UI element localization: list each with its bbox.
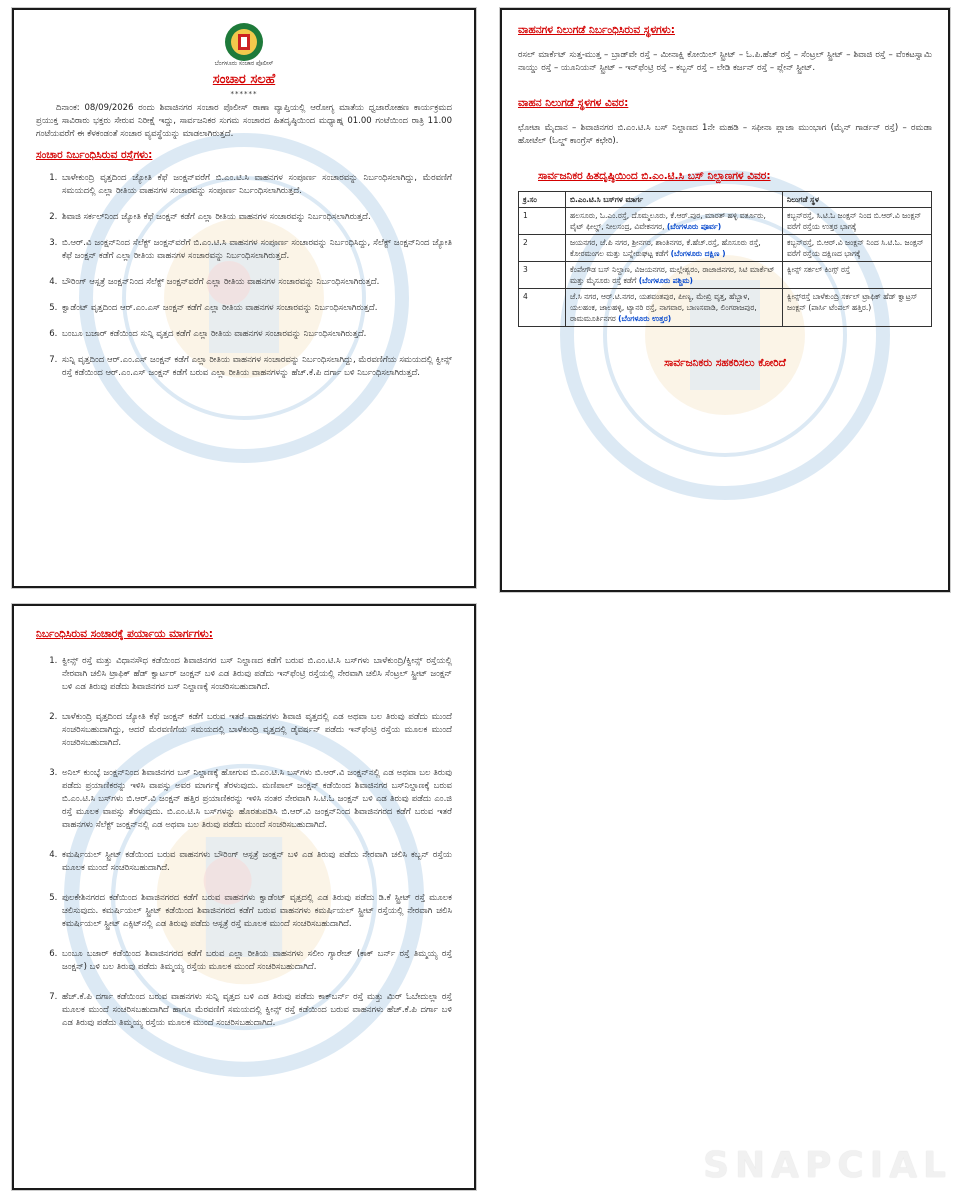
cell-serial: 1	[519, 208, 566, 235]
title-separator: ******	[230, 90, 258, 98]
bus-stops-heading: ಸಾರ್ವಜನಿಕರ ಹಿತದೃಷ್ಠಿಯಿಂದ ಬಿ.ಎಂ.ಟಿ.ಸಿ ಬಸ್ ನಿಲ್ದಾಣಗಳ ವಿವರ:	[538, 170, 771, 182]
cell-serial: 4	[519, 289, 566, 327]
list-item: 3. ಬಿ.ಆರ್.ವಿ ಜಂಕ್ಷನ್‌ನಿಂದ ಸೆಲೆಕ್ಟ್ ಜಂಕ್ಷನ್‌ವರೆಗೆ ಬಿ.ಎಂ.ಟಿ.ಸಿ ವಾಹನಗಳ ಸಂಪೂರ್ಣ ಸಂಚಾರವನ್ನು ನಿರ್ಬಂಧಿಸಿದ್ದು, ಸೆಲೆಕ್ಟ್ ಜಂಕ್ಷನ್‌ನಿಂದ ಜ್ಯೋತಿ ಕೆಫೆ ಜಂಕ್ಷನ್ ಕಡೆಗೆ ಎಲ್ಲಾ ರೀತಿಯ ವಾಹನಗಳ ಸಂಚಾರವನ್ನು ನಿರ್ಬಂಧಿಸಲಾಗಿರುತ್ತದೆ.	[60, 237, 452, 263]
route-region: (ಬೆಂಗಳೂರು ಪಶ್ಚಿಮ)	[638, 276, 693, 285]
cell-route	[566, 262, 783, 289]
restricted-roads-list	[36, 172, 452, 380]
col-header-serial: ಕ್ರ.ಸಂ	[519, 192, 566, 208]
cell-route	[566, 235, 783, 262]
no-parking-paragraph: ರಸಲ್ ಮಾರ್ಕೆಟ್ ಸುತ್ತ-ಮುತ್ತ – ಬ್ರಾಡ್‌ವೇ ರಸ್ತೆ – ಮೀನಾಕ್ಷಿ ಕೋಯಿಲ್ ಸ್ಟ್ರೀಟ್ – ಓ.ಪಿ.ಹೆಚ್ ರಸ್ತೆ – ಸೆಂಟ್ರಲ್ ಸ್ಟ್ರೀಟ್ – ಶಿವಾಜಿ ರಸ್ತೆ – ವೆಂಕಟಸ್ವಾಮಿ ನಾಯ್ಡು ರಸ್ತೆ – ಯೂನಿಯನ್ ಸ್ಟ್ರೀಟ್ – ಇನ್‌ಫೆಂಟ್ರಿ ರಸ್ತೆ – ಕಬ್ಬನ್ ರಸ್ತೆ – ಲೇಡಿ ಕರ್ಜನ್ ರಸ್ತೆ – ಪ್ಲೇನ್ ಸ್ಟ್ರೀಟ್.	[518, 50, 932, 73]
list-item: 3. ಅನಿಲ್ ಕುಂಬ್ಳೆ ಜಂಕ್ಷನ್‌ನಿಂದ ಶಿವಾಜಿನಗರ ಬಸ್ ನಿಲ್ದಾಣಕ್ಕೆ ಹೋಗುವ ಬಿ.ಎಂ.ಟಿ.ಸಿ ಬಸ್‌ಗಳು ಬಿ.ಆರ್.ವಿ ಜಂಕ್ಷನ್‌ನಲ್ಲಿ ಎಡ ಅಥವಾ ಬಲ ತಿರುವು ಪಡೆದು ಪ್ರಯಾಣಿಕರನ್ನು ಇಳಿಸಿ ವಾಪಸ್ಸು ಅವರ ಮಾರ್ಗಕ್ಕೆ ತೆರಳುವುದು. ಮಣಿಪಾಲ್ ಜಂಕ್ಷನ್ ಕಡೆಯಿಂದ ಶಿವಾಜಿನಗರ ಬಸ್‌ನಿಲ್ದಾಣಕ್ಕೆ ಬರುವ ಬಿ.ಎಂ.ಟಿ.ಸಿ ಬಸ್‌ಗಳು ಬಿ.ಆರ್.ವಿ ಜಂಕ್ಷನ್ ಹತ್ತಿರ ಪ್ರಯಾಣಿಕರನ್ನು ಇಳಿಸಿ ನಂತರ ನೇರವಾಗಿ ಸಿ.ಟಿ.ಓ ಜಂಕ್ಷನ್ ಬಳಿ ಎಡ ತಿರುವು ಪಡೆದು ಎಂ.ಜಿ ರಸ್ತೆ ಮೂಲಕ ವಾಪಸ್ಸು ತೆರಳುವುದು. ಬಿ.ಎಂ.ಟಿ.ಸಿ ಬಸ್‌ಗಳನ್ನು ಹೊರತುಪಡಿಸಿ ಬಿ.ಆರ್.ವಿ ಜಂಕ್ಷನ್‌ನಿಂದ ಶಿವಾಜಿನಗರದ ಕಡೆಗೆ ಬರುವ ಇತರೆ ವಾಹನಗಳು ಸೆಲೆಕ್ಟ್ ಜಂಕ್ಷನ್‌ನಲ್ಲಿ ಎಡ ಅಥವಾ ಬಲ ತಿರುವು ಪಡೆದು ಮುಂದೆ ಸಂಚರಿಸಬಹುದಾಗಿದೆ.	[60, 767, 452, 832]
traffic-police-logo	[224, 22, 264, 62]
cell-serial: 2	[519, 235, 566, 262]
table-row	[519, 289, 932, 327]
list-item: 7. ಹೆಚ್.ಕೆ.ಪಿ ದರ್ಗಾ ಕಡೆಯಿಂದ ಬರುವ ವಾಹನಗಳು ಸುನ್ನಿ ವೃತ್ತದ ಬಳಿ ಎಡ ತಿರುವು ಪಡೆದು ಕಾಕ್‌ಬರ್ನ್ ರಸ್ತೆ ಮತ್ತು ಮಿರ್ ಓಬೇದುಲ್ಲಾ ರಸ್ತೆ ಮೂಲಕ ಮುಂದೆ ಸಂಚರಿಸಬಹುದಾಗಿದೆ ಹಾಗೂ ಮೆರವಣಿಗೆ ಸಮಯದಲ್ಲಿ ಕ್ವೀನ್ಸ್ ರಸ್ತೆ ಕಡೆಯಿಂದ ಬರುವ ವಾಹನಗಳು ಹೆಚ್.ಕೆ.ಪಿ ದರ್ಗಾ ಬಳಿ ಎಡ ತಿರುವು ಪಡೆದು ತಿಮ್ಮಯ್ಯ ರಸ್ತೆಯ ಮೂಲಕ ಮುಂದೆ ಸಂಚರಿಸಬಹುದಾಗಿದೆ.	[60, 991, 452, 1030]
public-cooperation-note: ಸಾರ್ವಜನಿಕರು ಸಹಕರಿಸಲು ಕೋರಿದೆ	[664, 357, 786, 369]
cell-route	[566, 208, 783, 235]
route-region: (ಬೆಂಗಳೂರು ಉತ್ತರ)	[618, 314, 672, 323]
intro-paragraph: ದಿನಾಂಕ: 08/09/2026 ರಂದು ಶಿವಾಜಿನಗರ ಸಂಚಾರ ಪೊಲೀಸ್ ಠಾಣಾ ವ್ಯಾಪ್ತಿಯಲ್ಲಿ ಆರೋಗ್ಯ ಮಾತೆಯ ಧ್ವಜಾರೋಹಣ ಕಾರ್ಯಕ್ರಮದ ಪ್ರಯುಕ್ತ ಸಾವಿರಾರು ಭಕ್ತರು ಸೇರುವ ನಿರೀಕ್ಷೆ ಇದ್ದು, ಸಾರ್ವಜನಿಕರ ಸುಗಮ ಸಂಚಾರದ ಹಿತದೃಷ್ಠಿಯಿಂದ ಮಧ್ಯಾಹ್ನ 01.00 ಗಂಟೆಯಿಂದ ರಾತ್ರಿ 11.00 ಗಂಟೆಯವರೆಗೆ ಈ ಕೆಳಕಂಡಂತೆ ಸಂಚಾರ ವ್ಯವಸ್ಥೆಯನ್ನು ಮಾಡಲಾಗಿರುತ್ತದೆ.	[36, 103, 452, 139]
col-header-route: ಬಿ.ಎಂ.ಟಿ.ಸಿ ಬಸ್‌ಗಳ ಮಾರ್ಗ	[566, 192, 783, 208]
table-row	[519, 235, 932, 262]
list-item: 4. ಬೌರಿಂಗ್ ಆಸ್ಪತ್ರೆ ಜಂಕ್ಷನ್‌ನಿಂದ ಸೆಲೆಕ್ಟ್ ಜಂಕ್ಷನ್‌ವರೆಗೆ ಎಲ್ಲಾ ರೀತಿಯ ವಾಹನಗಳ ಸಂಚಾರವನ್ನು ನಿರ್ಬಂಧಿಸಲಾಗಿರುತ್ತದೆ.	[60, 276, 452, 289]
cell-serial: 3	[519, 262, 566, 289]
list-item: 1. ಬಾಳೇಕುಂದ್ರಿ ವೃತ್ತದಿಂದ ಜ್ಯೋತಿ ಕೆಫೆ ಜಂಕ್ಷನ್‌ವರೆಗೆ ಬಿ.ಎಂ.ಟಿ.ಸಿ ವಾಹನಗಳ ಸಂಪೂರ್ಣ ಸಂಚಾರವನ್ನು ನಿರ್ಬಂಧಿಸಲಾಗಿದ್ದು, ಮೆರವಣಿಗೆ ಸಮಯದಲ್ಲಿ ಎಲ್ಲಾ ರೀತಿಯ ವಾಹನಗಳ ಸಂಚಾರವನ್ನು ಸಂಪೂರ್ಣ ನಿರ್ಬಂಧಿಸಲಾಗಿರುತ್ತದೆ.	[60, 172, 452, 198]
list-item: 5. ಕ್ವಾಡೆಂಟ್ ವೃತ್ತದಿಂದ ಆರ್.ಎಂ.ಎಸ್ ಜಂಕ್ಷನ್ ಕಡೆಗೆ ಎಲ್ಲಾ ರೀತಿಯ ವಾಹನಗಳ ಸಂಚಾರವನ್ನು ನಿರ್ಬಂಧಿಸಲಾಗಿರುತ್ತದೆ.	[60, 302, 452, 315]
list-item: 7. ಸುನ್ನಿ ವೃತ್ತದಿಂದ ಆರ್.ಎಂ.ಎಸ್ ಜಂಕ್ಷನ್ ಕಡೆಗೆ ಎಲ್ಲಾ ರೀತಿಯ ವಾಹನಗಳ ಸಂಚಾರವನ್ನು ನಿರ್ಬಂಧಿಸಲಾಗಿದ್ದು, ಮೆರವಣಿಗೆಯ ಸಮಯದಲ್ಲಿ ಕ್ವೀನ್ಸ್ ರಸ್ತೆ ಕಡೆಯಿಂದ ಆರ್.ಎಂ.ಎಸ್ ಜಂಕ್ಷನ್ ಕಡೆಗೆ ಬರುವ ಎಲ್ಲಾ ರೀತಿಯ ವಾಹನಗಳನ್ನು ಹೆಚ್.ಕೆ.ಪಿ ದರ್ಗಾ ಬಳಿ ನಿರ್ಬಂಧಿಸಲಾಗಿರುತ್ತದೆ.	[60, 354, 452, 380]
restricted-roads-heading: ಸಂಚಾರ ನಿರ್ಬಂಧಿಸಿರುವ ರಸ್ತೆಗಳು:	[36, 149, 153, 161]
route-text: ಜಯನಗರ, ಜೆ.ಪಿ ನಗರ, ಶ್ರೀನಗರ, ಶಾಂತಿನಗರ, ಕೆ.ಹೆಚ್.ರಸ್ತೆ, ಹೊಸೂರು ರಸ್ತೆ, ಕೋರಮಂಗಲ ಮತ್ತು ಬನ್ನೇರುಘಟ್ಟ ಕಡೆಗೆ	[570, 238, 761, 258]
no-parking-heading: ವಾಹನಗಳ ನಿಲುಗಡೆ ನಿರ್ಬಂಧಿಸಿರುವ ಸ್ಥಳಗಳು:	[518, 24, 675, 36]
col-header-stop: ನಿಲುಗಡೆ ಸ್ಥಳ	[783, 192, 932, 208]
route-text: ಕೆಂಪೇಗೌಡ ಬಸ್ ನಿಲ್ದಾಣ, ವಿಜಯನಗರ, ಮಲ್ಲೇಶ್ವರಂ, ರಾಜಾಜಿನಗರ, ಸಿಟಿ ಮಾರ್ಕೆಟ್ ಮತ್ತು ಮೈಸೂರು ರಸ್ತೆ ಕಡೆಗೆ	[570, 265, 775, 285]
alternate-routes-list	[36, 655, 452, 1030]
route-region: (ಬೆಂಗಳೂರು ಪೂರ್ವ)	[666, 222, 722, 231]
table-row	[519, 208, 932, 235]
alternate-routes-heading: ನಿರ್ಬಂಧಿಸಿರುವ ಸಂಚಾರಕ್ಕೆ ಪರ್ಯಾಯ ಮಾರ್ಗಗಳು:	[36, 628, 213, 640]
list-item: 2. ಬಾಳೆಕುಂದ್ರಿ ವೃತ್ತದಿಂದ ಜ್ಯೋತಿ ಕೆಫೆ ಜಂಕ್ಷನ್ ಕಡೆಗೆ ಬರುವ ಇತರೆ ವಾಹನಗಳು ಶಿವಾಜಿ ವೃತ್ತದಲ್ಲಿ ಎಡ ಅಥವಾ ಬಲ ತಿರುವು ಪಡೆದು ಮುಂದೆ ಸಂಚರಿಸಬಹುದಾಗಿದ್ದು, ಆದರೆ ಮೆರವಣಿಗೆಯ ಸಮಯದಲ್ಲಿ ಬಾಳೆಕುಂದ್ರಿ ವೃತ್ತದಲ್ಲಿ ಡೈವರ್ಷನ್ ಪಡೆದು ಇನ್‌ಫೆಂಟ್ರಿ ರಸ್ತೆಯ ಮೂಲಕ ಮುಂದೆ ಸಂಚರಿಸಬಹುದಾಗಿದೆ.	[60, 711, 452, 750]
list-item: 5. ಪುಲಕೇಶಿನಗರದ ಕಡೆಯಿಂದ ಶಿವಾಜಿನಗರದ ಕಡೆಗೆ ಬರುವ ವಾಹನಗಳು ಕ್ವಾಡೆಂಟ್ ವೃತ್ತದಲ್ಲಿ ಎಡ ತಿರುವು ಪಡೆದು ಡಿ.ಕೆ ಸ್ಟ್ರೀಟ್ ರಸ್ತೆ ಮೂಲಕ ಚಲಿಸುವುದು. ಕಮರ್ಷಿಯಲ್ ಸ್ಟ್ರೀಟ್ ಕಡೆಯಿಂದ ಶಿವಾಜಿನಗರದ ಕಡೆಗೆ ಬರುವ ವಾಹನಗಳು ಕಮರ್ಷಿಯಲ್ ಸ್ಟ್ರೀಟ್ ರಸ್ತೆಯಲ್ಲಿ ನೇರವಾಗಿ ಚಲಿಸಿ ಕಮರ್ಷಿಯಲ್ ಸ್ಟ್ರೀಟ್ ಎಕ್ಸಿಟ್‌ನಲ್ಲಿ ಎಡ ತಿರುವು ಪಡೆದು ಆಸ್ಪತ್ರೆ ರಸ್ತೆ ಮೂಲಕ ಮುಂದೆ ಸಂಚರಿಸಬಹುದಾಗಿದೆ.	[60, 892, 452, 931]
advisory-page-3	[12, 604, 476, 1190]
cell-stop: ಕ್ವೀನ್ಸ್ ಸರ್ಕಲ್ ಕಿಂಗ್ಸ್ ರಸ್ತೆ	[783, 262, 932, 289]
cell-stop: ಕಬ್ಬನ್‌ರಸ್ತೆ, ಬಿ.ಆರ್.ವಿ ಜಂಕ್ಷನ್ ನಿಂದ ಸಿ.ಟಿ.ಓ. ಜಂಕ್ಷನ್ ವರೆಗೆ ರಸ್ತೆಯ ದಕ್ಷಿಣದ ಭಾಗಕ್ಕೆ	[783, 235, 932, 262]
list-item: 6. ಬಂಬೂ ಬಜಾರ್ ಕಡೆಯಿಂದ ಶಿವಾಜಿನಗರದ ಕಡೆಗೆ ಬರುವ ಎಲ್ಲಾ ರೀತಿಯ ವಾಹನಗಳು ಸಲೀಂ ಗ್ಯಾರೇಜ್ (ಕಾಕ್ ಬರ್ನ್ ರಸ್ತೆ ತಿಮ್ಮಯ್ಯ ರಸ್ತೆ ಜಂಕ್ಷನ್) ಬಳಿ ಬಲ ತಿರುವು ಪಡೆದು ತಿಮ್ಮಯ್ಯ ರಸ್ತೆಯ ಮೂಲಕ ಮುಂದೆ ಸಂಚರಿಸಬಹುದಾಗಿದೆ.	[60, 948, 452, 974]
route-region: (ಬೆಂಗಳೂರು ದಕ್ಷಿಣ )	[670, 249, 726, 258]
snapcial-watermark: SNAPCIAL	[703, 1145, 952, 1186]
org-name: ಬೆಂಗಳೂರು ಸಂಚಾರ ಪೊಲೀಸ್	[214, 60, 274, 67]
cell-stop: ಕ್ವೀನ್ಸ್‌ರಸ್ತೆ ಬಾಳೆಕುಂದ್ರಿ ಸರ್ಕಲ್ ಟ್ರಾಫಿಕ್ ಹೆಡ್ ಕ್ವಾಟ್ರಸ್ ಜಂಕ್ಷನ್ (ಪಾರ್ಸಿ ಟೆಂಪಲ್ ಹತ್ತಿರ.)	[783, 289, 932, 327]
advisory-page-2	[500, 8, 950, 592]
table-header-row	[519, 192, 932, 208]
cell-route	[566, 289, 783, 327]
route-text: ಹಲಸೂರು, ಓ.ಎಂ.ರಸ್ತೆ, ದೊಮ್ಮಲೂರು, ಕೆ.ಆರ್.ಪುರ, ಮಾರತ್ ಹಳ್ಳಿ ವರ್ತೂರು, ವೈಟ್ ಫೀಲ್ಡ್, ನೀಲಸಂದ್ರ, ವಿವೇಕನಗರ,	[570, 211, 766, 231]
table-row	[519, 262, 932, 289]
page-title: ಸಂಚಾರ ಸಲಹೆ	[212, 72, 276, 87]
bus-stops-table	[518, 191, 932, 327]
parking-places-paragraph: ಛೋಟಾ ಮೈದಾನ – ಶಿವಾಜಿನಗರ ಬಿ.ಎಂ.ಟಿ.ಸಿ ಬಸ್ ನಿಲ್ದಾಣದ 1ನೇ ಮಹಡಿ – ಸಫೀನಾ ಪ್ಲಾಜಾ ಮುಂಭಾಗ (ಮೈನ್ ಗಾರ್ಡನ್ ರಸ್ತೆ) – ರಮಡಾ ಹೋಟೆಲ್ (ಓಲ್ಡ್ ಕಾಂಗ್ರೆಸ್ ಕಛೇರಿ).	[518, 123, 932, 146]
parking-places-heading: ವಾಹನ ನಿಲುಗಡೆ ಸ್ಥಳಗಳ ವಿವರ:	[518, 97, 629, 109]
list-item: 1. ಕ್ವೀನ್ಸ್ ರಸ್ತೆ ಮತ್ತು ವಿಧಾನಸೌಧ ಕಡೆಯಿಂದ ಶಿವಾಜಿನಗರ ಬಸ್ ನಿಲ್ದಾಣದ ಕಡೆಗೆ ಬರುವ ಬಿ.ಎಂ.ಟಿ.ಸಿ ಬಸ್‌ಗಳು ಬಾಳೆಕುಂದ್ರಿ/ಕ್ವೀನ್ಸ್ ರಸ್ತೆಯಲ್ಲಿ ನೇರವಾಗಿ ಚಲಿಸಿ ಟ್ರಾಫಿಕ್ ಹೆಡ್ ಕ್ವಾರ್ಟರ್ ಜಂಕ್ಷನ್ ಬಳಿ ಎಡ ತಿರುವು ಪಡೆದು ಇನ್‌ಫೆಂಟ್ರಿ ರಸ್ತೆಯಲ್ಲಿ ನೇರವಾಗಿ ಚಲಿಸಿ ಸೆಂಟ್ರಲ್ ಸ್ಟ್ರೀಟ್ ಜಂಕ್ಷನ್ ಬಳಿ ಎಡ ತಿರುವು ಪಡೆದು ಶಿವಾಜಿನಗರ ಬಸ್ ನಿಲ್ದಾಣಕ್ಕೆ ಸಂಚರಿಸಬಹುದಾಗಿದೆ.	[60, 655, 452, 694]
advisory-page-1	[12, 8, 476, 588]
route-text: ಜೆ.ಸಿ ನಗರ, ಆರ್.ಟಿ.ನಗರ, ಯಶವಂತಪುರ, ಪೀಣ್ಯ, ಮೇಖ್ರಿ ವೃತ್ತ, ಹೆಬ್ಬಾಳ, ಯಲಹಂಕ, ಜಾಲಹಳ್ಳಿ, ಟ್ಯಾನರಿ ರಸ್ತೆ, ನಾಗವಾರ, ಬಾಣಸವಾಡಿ, ಲಿಂಗರಾಜಪುರ, ರಾಮಮೂರ್ತಿನಗರ	[570, 292, 757, 323]
list-item: 4. ಕಮರ್ಷಿಯಲ್ ಸ್ಟ್ರೀಟ್ ಕಡೆಯಿಂದ ಬರುವ ವಾಹನಗಳು ಬೌರಿಂಗ್ ಆಸ್ಪತ್ರೆ ಜಂಕ್ಷನ್ ಬಳಿ ಎಡ ತಿರುವು ಪಡೆದು ನೇರವಾಗಿ ಚಲಿಸಿ ಕಬ್ಬನ್ ರಸ್ತೆಯ ಮೂಲಕ ಮುಂದೆ ಸಂಚರಿಸಬಹುದಾಗಿದೆ.	[60, 849, 452, 875]
cell-stop: ಕಬ್ಬನ್‌ರಸ್ತೆ, ಸಿ.ಟಿ.ಓ ಜಂಕ್ಷನ್ ನಿಂದ ಬಿ.ಆರ್.ವಿ ಜಂಕ್ಷನ್ ವರೆಗೆ ರಸ್ತೆಯ ಉತ್ತರ ಭಾಗಕ್ಕೆ	[783, 208, 932, 235]
list-item: 6. ಬಂಬೂ ಬಜಾರ್ ಕಡೆಯಿಂದ ಸುನ್ನಿ ವೃತ್ತದ ಕಡೆಗೆ ಎಲ್ಲಾ ರೀತಿಯ ವಾಹನಗಳ ಸಂಚಾರವನ್ನು ನಿರ್ಬಂಧಿಸಲಾಗಿರುತ್ತದೆ.	[60, 328, 452, 341]
list-item: 2. ಶಿವಾಜಿ ಸರ್ಕಲ್‌ನಿಂದ ಜ್ಯೋತಿ ಕೆಫೆ ಜಂಕ್ಷನ್ ಕಡೆಗೆ ಎಲ್ಲಾ ರೀತಿಯ ವಾಹನಗಳ ಸಂಚಾರವನ್ನು ನಿರ್ಬಂಧಿಸಲಾಗಿರುತ್ತದೆ.	[60, 211, 452, 224]
